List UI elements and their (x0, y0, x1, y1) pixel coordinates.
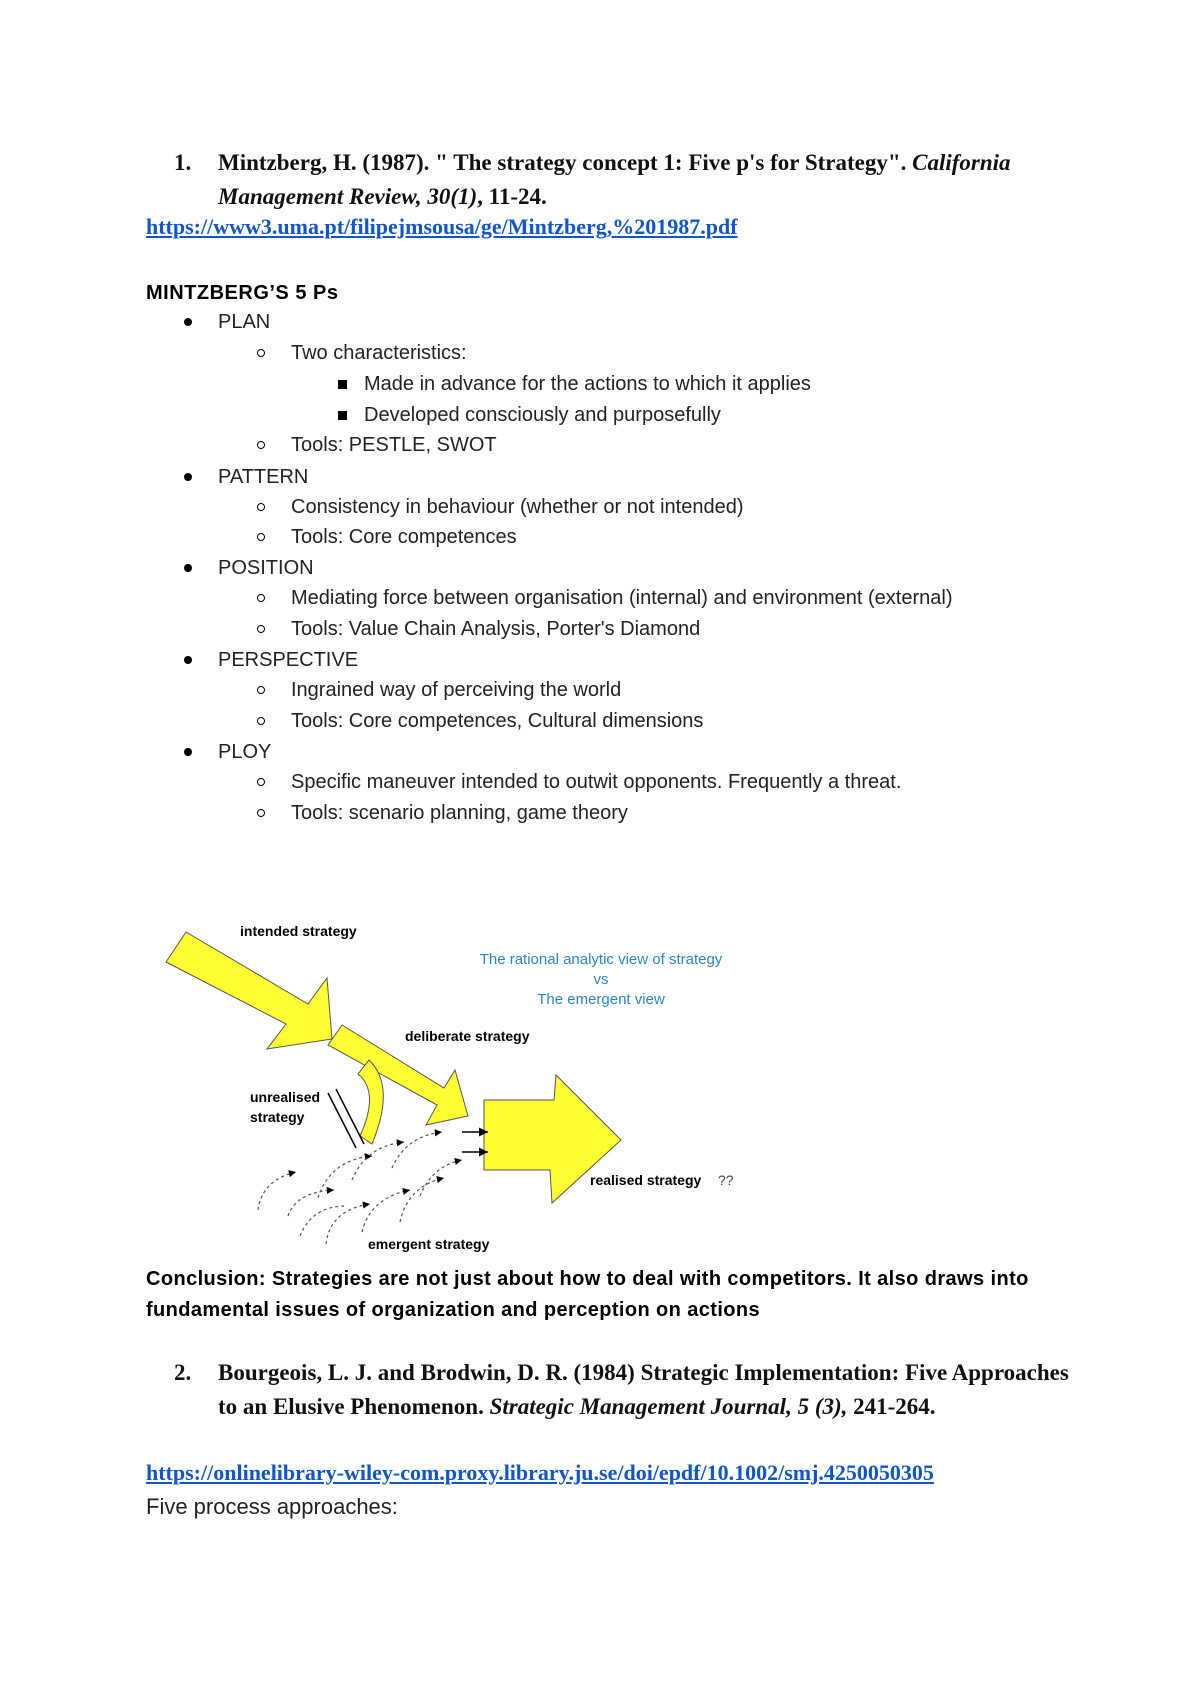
emergent-label: emergent strategy (368, 1236, 490, 1252)
list-item: Specific maneuver intended to outwit opponents. Frequently a threat. (291, 771, 902, 793)
reference-1-link[interactable]: https://www3.uma.pt/filipejmsousa/ge/Mintzberg,%201987.pdf (146, 214, 738, 239)
list-item: Tools: Core competences (291, 526, 517, 548)
list-item: Ingrained way of perceiving the world (291, 679, 622, 701)
strategy-diagram (160, 900, 760, 1270)
reference-pages: 241-264. (847, 1394, 936, 1419)
list-item: Mediating force between organisation (internal) and environment (external) (291, 587, 953, 609)
list-item-pattern: PATTERN (218, 466, 309, 488)
emergent-strategy-arrows (258, 1132, 462, 1244)
list-item-plan: PLAN (218, 311, 271, 333)
circle-bullet-icon (257, 594, 265, 602)
diagram-title-line-1: The rational analytic view of strategy (479, 951, 723, 968)
reference-authors: Bourgeois, L. J. and Brodwin, D. R. (1984) Strategic Implementation: Five Approaches to an Elusive Phenomenon. (218, 1360, 1069, 1419)
realised-question: ?? (718, 1172, 734, 1188)
circle-bullet-icon (257, 503, 265, 511)
bullet-icon (184, 473, 192, 481)
list-item-perspective: PERSPECTIVE (218, 649, 359, 671)
intended-strategy-arrow (166, 932, 332, 1049)
bullet-icon (184, 318, 192, 326)
reference-journal: Strategic Management Journal, 5 (3), (489, 1394, 848, 1419)
reference-pages: , 11-24. (477, 184, 547, 209)
reference-1 (174, 146, 1078, 214)
bullet-icon (184, 656, 192, 664)
deliberate-label: deliberate strategy (405, 1028, 530, 1044)
circle-bullet-icon (257, 625, 265, 633)
list-item: Tools: Value Chain Analysis, Porter's Diamond (291, 618, 701, 640)
circle-bullet-icon (257, 778, 265, 786)
circle-bullet-icon (257, 533, 265, 541)
realised-label: realised strategy (590, 1172, 702, 1188)
square-bullet-icon (338, 380, 347, 389)
list-item: Developed consciously and purposefully (364, 404, 721, 426)
bullet-icon (184, 748, 192, 756)
unrealised-label-2: strategy (250, 1109, 305, 1125)
list-item-ploy: PLOY (218, 741, 272, 763)
reference-number: 1. (174, 150, 192, 175)
reference-2 (174, 1356, 1078, 1424)
unrealised-label-1: unrealised (250, 1089, 321, 1105)
process-approaches-label: Five process approaches: (146, 1494, 398, 1519)
diagram-title-line-2: vs (593, 971, 609, 988)
circle-bullet-icon (257, 349, 265, 357)
list-item-position: POSITION (218, 557, 314, 579)
circle-bullet-icon (257, 441, 265, 449)
bullet-icon (184, 564, 192, 572)
reference-journal: California Management Review, 30(1) (218, 150, 1011, 209)
conclusion-text: Conclusion: Strategies are not just about how to deal with competitors. It also draws into fundamental issues of organization and perception on actions (146, 1268, 1029, 1321)
reference-number: 2. (174, 1360, 192, 1385)
reference-2-link[interactable]: https://onlinelibrary-wiley-com.proxy.library.ju.se/doi/epdf/10.1002/smj.4250050305 (146, 1460, 934, 1485)
list-item: Tools: scenario planning, game theory (291, 802, 628, 824)
circle-bullet-icon (257, 717, 265, 725)
section-heading: MINTZBERG’S 5 Ps (146, 282, 339, 304)
list-item: Two characteristics: (291, 342, 467, 364)
square-bullet-icon (338, 411, 347, 420)
list-item: Consistency in behaviour (whether or not intended) (291, 496, 744, 518)
intended-label: intended strategy (240, 923, 357, 939)
circle-bullet-icon (257, 809, 265, 817)
diagram-title-line-3: The emergent view (537, 991, 665, 1008)
list-item: Tools: Core competences, Cultural dimensions (291, 710, 704, 732)
reference-authors: Mintzberg, H. (1987). " The strategy concept 1: Five p's for Strategy". (218, 150, 913, 175)
list-item: Tools: PESTLE, SWOT (291, 434, 497, 456)
circle-bullet-icon (257, 686, 265, 694)
list-item: Made in advance for the actions to which it applies (364, 373, 811, 395)
